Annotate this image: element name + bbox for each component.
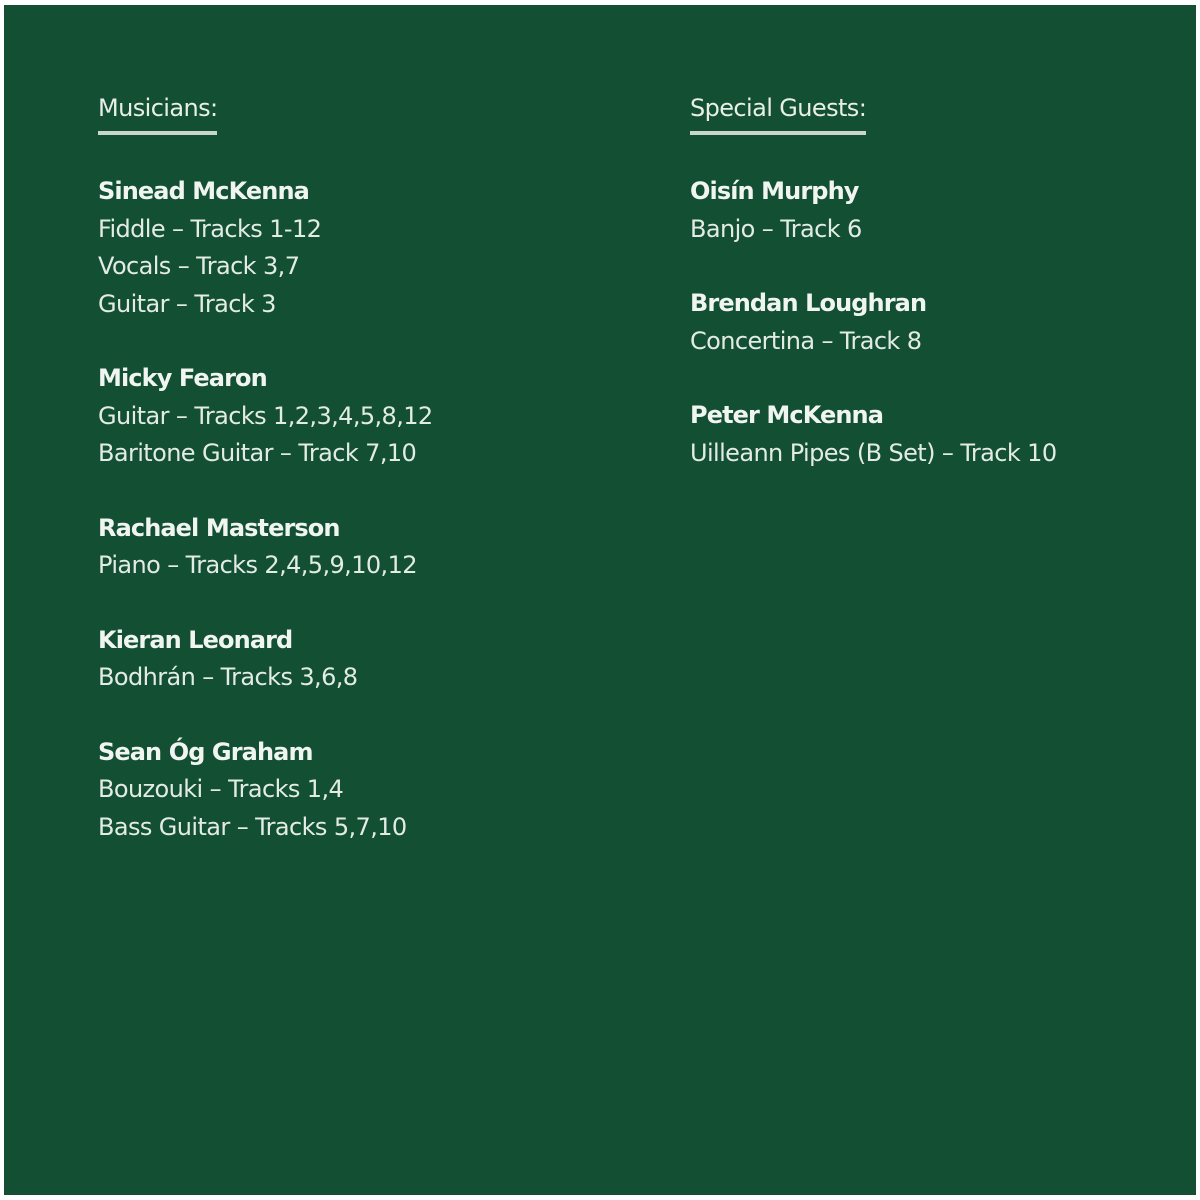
musician-role: Guitar – Tracks 1,2,3,4,5,8,12 bbox=[98, 401, 433, 430]
credit-entry bbox=[98, 173, 433, 323]
credits-page bbox=[4, 5, 1196, 1195]
credit-entry bbox=[98, 622, 433, 697]
musician-role: Bodhrán – Tracks 3,6,8 bbox=[98, 663, 358, 691]
credit-entry bbox=[98, 510, 433, 585]
guest-role: Concertina – Track 8 bbox=[690, 326, 922, 355]
musician-role: Bouzouki – Tracks 1,4 bbox=[98, 775, 344, 803]
guest-name: Brendan Loughran bbox=[690, 289, 927, 317]
credit-entry bbox=[690, 397, 1057, 472]
musician-role: Guitar – Track 3 bbox=[98, 289, 276, 318]
musician-role: Baritone Guitar – Track 7,10 bbox=[98, 439, 417, 467]
credit-entry bbox=[690, 173, 1057, 248]
musician-role: Bass Guitar – Tracks 5,7,10 bbox=[98, 812, 407, 841]
guests-heading: Special Guests: bbox=[690, 91, 866, 135]
guest-role: Uilleann Pipes (B Set) – Track 10 bbox=[690, 438, 1057, 467]
musicians-heading: Musicians: bbox=[98, 91, 217, 135]
musician-name: Rachael Masterson bbox=[98, 513, 340, 542]
musician-name: Micky Fearon bbox=[98, 364, 267, 392]
musicians-column bbox=[98, 91, 433, 883]
credit-entry bbox=[98, 734, 433, 847]
musician-name: Kieran Leonard bbox=[98, 625, 293, 654]
musician-role: Fiddle – Tracks 1-12 bbox=[98, 214, 322, 243]
musician-name: Sinead McKenna bbox=[98, 177, 309, 205]
guests-column bbox=[690, 91, 1057, 509]
musician-role: Vocals – Track 3,7 bbox=[98, 252, 300, 280]
musician-role: Piano – Tracks 2,4,5,9,10,12 bbox=[98, 551, 417, 579]
guest-name: Peter McKenna bbox=[690, 401, 884, 429]
guest-name: Oisín Murphy bbox=[690, 177, 859, 205]
credit-entry bbox=[690, 285, 1057, 360]
credit-entry bbox=[98, 360, 433, 473]
musician-name: Sean Óg Graham bbox=[98, 737, 313, 766]
guest-role: Banjo – Track 6 bbox=[690, 214, 862, 243]
